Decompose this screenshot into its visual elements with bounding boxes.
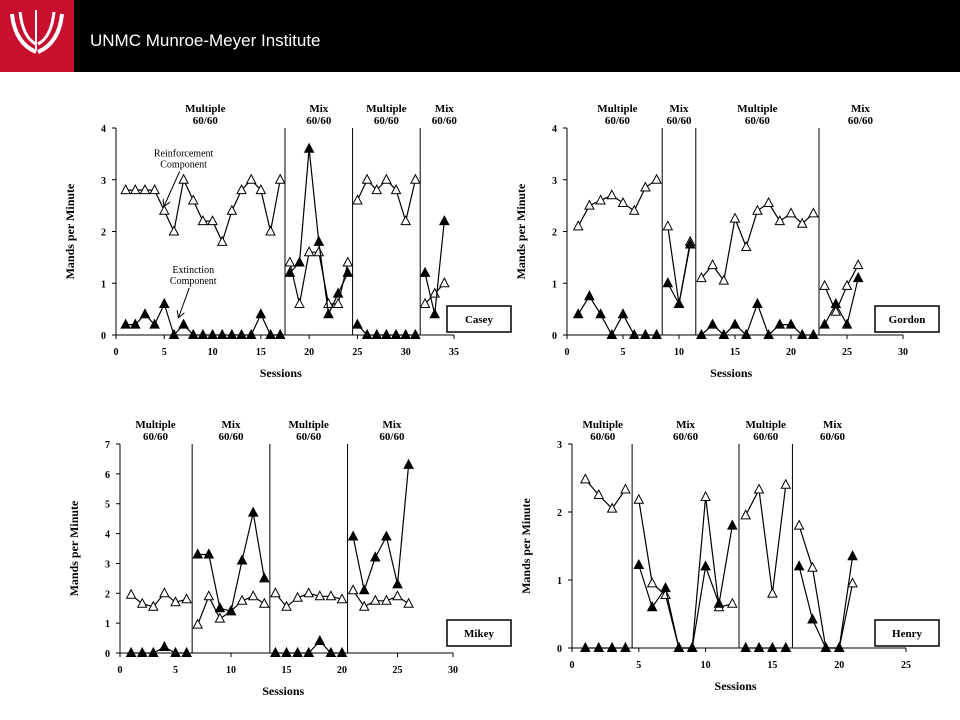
phase-label: Mix <box>823 419 842 431</box>
annotation-label: Reinforcement <box>153 148 214 160</box>
reinforcement-data-point <box>742 242 751 251</box>
extinction-series-line <box>701 304 813 335</box>
reinforcement-data-point <box>843 281 852 290</box>
reinforcement-data-point <box>652 175 661 184</box>
phase-label: Multiple <box>366 103 407 115</box>
extinction-data-point <box>440 216 449 225</box>
reinforcement-series-line <box>746 485 786 594</box>
phase-label-rate: 60/60 <box>373 115 399 127</box>
x-tick-label: 25 <box>842 347 852 358</box>
phase-label: Multiple <box>288 419 329 431</box>
reinforcement-data-point <box>121 185 130 194</box>
reinforcement-data-point <box>140 185 149 194</box>
reinforcement-data-point <box>764 198 773 207</box>
extinction-data-point <box>353 320 362 329</box>
reinforcement-series-line <box>825 265 859 312</box>
reinforcement-data-point <box>304 588 313 597</box>
extinction-data-point <box>338 648 347 657</box>
extinction-data-point <box>594 643 603 652</box>
x-tick-label: 35 <box>449 347 459 358</box>
reinforcement-series-line <box>799 526 853 648</box>
reinforcement-data-point <box>741 510 750 519</box>
phase-label: Mix <box>382 419 402 431</box>
x-tick-label: 30 <box>448 665 458 676</box>
extinction-data-point <box>204 549 213 558</box>
extinction-series-line <box>825 278 859 325</box>
extinction-data-point <box>728 521 737 530</box>
x-tick-label: 5 <box>161 347 167 358</box>
reinforcement-data-point <box>755 485 764 494</box>
reinforcement-data-point <box>854 260 863 269</box>
y-tick-label: 3 <box>557 440 562 451</box>
reinforcement-series-line <box>639 497 733 648</box>
y-axis-title: Mands per Minute <box>514 183 528 280</box>
x-tick-label: 20 <box>834 660 845 671</box>
reinforcement-series-line <box>585 479 625 508</box>
extinction-data-point <box>171 648 180 657</box>
x-tick-label: 20 <box>304 347 315 358</box>
phase-label: Mix <box>221 419 241 431</box>
extinction-data-point <box>179 320 188 329</box>
reinforcement-data-point <box>227 206 236 215</box>
phase-label-rate: 60/60 <box>306 115 332 127</box>
x-tick-label: 10 <box>700 660 711 671</box>
reinforcement-data-point <box>363 175 372 184</box>
annotation-label: Component <box>169 275 217 287</box>
phase-label: Mix <box>850 103 870 115</box>
y-tick-label: 1 <box>105 619 110 631</box>
extinction-data-point <box>634 560 643 569</box>
extinction-data-point <box>848 551 857 560</box>
extinction-data-point <box>392 330 401 339</box>
x-tick-label: 20 <box>337 665 347 676</box>
reinforcement-data-point <box>701 492 710 501</box>
x-tick-label: 10 <box>226 665 236 676</box>
extinction-data-point <box>674 643 683 652</box>
extinction-data-point <box>641 330 650 339</box>
y-tick-label: 3 <box>101 175 106 187</box>
phase-label-rate: 60/60 <box>753 431 779 443</box>
reinforcement-data-point <box>371 596 380 605</box>
chart-panel-mikey <box>67 419 511 698</box>
phase-label-rate: 60/60 <box>666 115 692 127</box>
extinction-data-point <box>608 643 617 652</box>
phase-label: Multiple <box>597 103 638 115</box>
extinction-series-line <box>578 296 656 335</box>
participant-name: Casey <box>464 314 494 326</box>
extinction-series-line <box>799 556 853 648</box>
reinforcement-data-point <box>127 590 136 599</box>
reinforcement-data-point <box>634 495 643 504</box>
extinction-series-line <box>353 465 409 590</box>
reinforcement-series-line <box>357 180 415 221</box>
x-tick-label: 30 <box>400 347 411 358</box>
phase-label: Mix <box>669 103 689 115</box>
reinforcement-data-point <box>314 247 323 256</box>
extinction-data-point <box>266 330 275 339</box>
extinction-data-point <box>843 320 852 329</box>
reinforcement-data-point <box>198 216 207 225</box>
phase-label-rate: 60/60 <box>590 431 616 443</box>
annotation-label: Component <box>160 159 207 171</box>
extinction-data-point <box>249 508 258 517</box>
extinction-data-point <box>809 330 818 339</box>
phase-label-rate: 60/60 <box>142 431 169 443</box>
reinforcement-data-point <box>619 198 628 207</box>
extinction-data-point <box>218 330 227 339</box>
x-tick-label: 0 <box>117 665 123 676</box>
reinforcement-data-point <box>663 221 672 230</box>
reinforcement-data-point <box>641 183 650 192</box>
extinction-data-point <box>619 309 628 318</box>
phase-label: Multiple <box>745 419 786 431</box>
y-tick-label: 0 <box>101 331 106 342</box>
y-tick-label: 0 <box>552 331 557 342</box>
extinction-data-point <box>314 237 323 246</box>
reinforcement-data-point <box>131 185 140 194</box>
extinction-data-point <box>775 320 784 329</box>
phase-label: Multiple <box>185 103 226 115</box>
chart-panel-gordon <box>514 103 939 380</box>
extinction-data-point <box>315 636 324 645</box>
reinforcement-data-point <box>169 227 178 236</box>
reinforcement-data-point <box>260 599 269 608</box>
extinction-data-point <box>808 614 817 623</box>
x-axis-title: Sessions <box>714 679 757 693</box>
extinction-data-point <box>630 330 639 339</box>
x-axis-title: Sessions <box>710 366 753 380</box>
x-tick-label: 0 <box>569 660 575 671</box>
extinction-data-point <box>714 599 723 608</box>
extinction-data-point <box>293 648 302 657</box>
reinforcement-data-point <box>189 195 198 204</box>
extinction-data-point <box>127 648 136 657</box>
reinforcement-data-point <box>179 175 188 184</box>
reinforcement-data-point <box>285 258 294 267</box>
x-tick-label: 15 <box>255 347 266 358</box>
reinforcement-data-point <box>731 214 740 223</box>
extinction-data-point <box>360 585 369 594</box>
reinforcement-data-point <box>401 216 410 225</box>
extinction-data-point <box>781 643 790 652</box>
phase-label-rate: 60/60 <box>431 115 457 127</box>
reinforcement-data-point <box>775 216 784 225</box>
y-tick-label: 2 <box>552 227 557 239</box>
participant-name: Henry <box>892 628 922 640</box>
reinforcement-data-point <box>266 227 275 236</box>
reinforcement-data-point <box>607 190 616 199</box>
y-tick-label: 3 <box>105 559 110 571</box>
extinction-data-point <box>404 460 413 469</box>
x-tick-label: 25 <box>392 665 403 676</box>
reinforcement-data-point <box>249 591 258 600</box>
annotation-label: Extinction <box>172 264 215 276</box>
reinforcement-data-point <box>411 175 420 184</box>
reinforcement-series-line <box>126 180 281 242</box>
extinction-data-point <box>421 268 430 277</box>
extinction-data-point <box>821 643 830 652</box>
reinforcement-data-point <box>150 185 159 194</box>
reinforcement-data-point <box>382 175 391 184</box>
reinforcement-data-point <box>215 614 224 623</box>
y-tick-label: 5 <box>105 499 110 511</box>
phase-label-rate: 60/60 <box>673 431 699 443</box>
reinforcement-data-point <box>581 474 590 483</box>
chart-panel-henry <box>519 419 939 693</box>
extinction-data-point <box>208 330 217 339</box>
extinction-data-point <box>160 299 169 308</box>
y-tick-label: 1 <box>557 576 562 587</box>
y-tick-label: 0 <box>557 644 562 655</box>
extinction-data-point <box>215 603 224 612</box>
x-tick-label: 25 <box>901 660 911 671</box>
reinforcement-data-point <box>218 237 227 246</box>
extinction-data-point <box>149 648 158 657</box>
reinforcement-data-point <box>809 208 818 217</box>
y-tick-label: 2 <box>557 508 562 519</box>
extinction-data-point <box>661 583 670 592</box>
reinforcement-data-point <box>596 195 605 204</box>
reinforcement-data-point <box>728 599 737 608</box>
y-tick-label: 7 <box>105 440 110 451</box>
extinction-data-point <box>731 320 740 329</box>
extinction-data-point <box>708 320 717 329</box>
phase-label: Mix <box>434 103 454 115</box>
extinction-data-point <box>276 330 285 339</box>
x-tick-label: 25 <box>352 347 363 358</box>
extinction-data-point <box>182 648 191 657</box>
header-title: UNMC Munroe-Meyer Institute <box>90 31 321 50</box>
extinction-data-point <box>371 552 380 561</box>
y-tick-label: 2 <box>101 227 106 239</box>
reinforcement-data-point <box>393 591 402 600</box>
x-tick-label: 15 <box>767 660 778 671</box>
reinforcement-data-point <box>271 588 280 597</box>
phase-label: Mix <box>309 103 329 115</box>
x-axis-title: Sessions <box>259 366 302 380</box>
reinforcement-data-point <box>208 216 217 225</box>
extinction-data-point <box>401 330 410 339</box>
extinction-data-point <box>574 309 583 318</box>
extinction-data-point <box>324 309 333 318</box>
phase-label-rate: 60/60 <box>744 115 770 127</box>
extinction-data-point <box>768 643 777 652</box>
x-tick-label: 5 <box>636 660 642 671</box>
y-tick-label: 4 <box>105 529 110 541</box>
reinforcement-data-point <box>820 281 829 290</box>
reinforcement-data-point <box>305 247 314 256</box>
x-tick-label: 10 <box>674 347 684 358</box>
extinction-data-point <box>256 309 265 318</box>
reinforcement-data-point <box>349 585 358 594</box>
phase-label-rate: 60/60 <box>218 431 244 443</box>
extinction-data-point <box>295 258 304 267</box>
reinforcement-data-point <box>295 299 304 308</box>
extinction-data-point <box>198 330 207 339</box>
reinforcement-data-point <box>182 594 191 603</box>
extinction-series-line <box>131 647 187 653</box>
extinction-data-point <box>121 320 130 329</box>
extinction-data-point <box>282 648 291 657</box>
extinction-data-point <box>795 561 804 570</box>
reinforcement-data-point <box>440 278 449 287</box>
extinction-data-point <box>753 299 762 308</box>
reinforcement-data-point <box>808 563 817 572</box>
extinction-data-point <box>193 549 202 558</box>
reinforcement-data-point <box>621 485 630 494</box>
phase-label-rate: 60/60 <box>604 115 630 127</box>
extinction-data-point <box>305 144 314 153</box>
extinction-data-point <box>349 532 358 541</box>
reinforcement-data-point <box>753 206 762 215</box>
y-tick-label: 6 <box>105 469 110 481</box>
reinforcement-data-point <box>768 589 777 598</box>
reinforcement-data-point <box>326 591 335 600</box>
y-tick-label: 4 <box>101 124 106 135</box>
phase-label-rate: 60/60 <box>379 431 405 443</box>
reinforcement-data-point <box>574 221 583 230</box>
extinction-data-point <box>688 643 697 652</box>
extinction-data-point <box>247 330 256 339</box>
reinforcement-data-point <box>160 588 169 597</box>
x-tick-label: 5 <box>173 665 178 676</box>
extinction-data-point <box>820 320 829 329</box>
y-axis-title: Mands per Minute <box>519 498 533 594</box>
extinction-data-point <box>237 330 246 339</box>
extinction-data-point <box>663 278 672 287</box>
y-tick-label: 3 <box>552 175 557 187</box>
extinction-data-point <box>596 309 605 318</box>
extinction-data-point <box>585 291 594 300</box>
x-tick-label: 15 <box>730 347 740 358</box>
extinction-data-point <box>701 561 710 570</box>
extinction-data-point <box>430 309 439 318</box>
extinction-data-point <box>382 532 391 541</box>
reinforcement-data-point <box>247 175 256 184</box>
extinction-data-point <box>675 299 684 308</box>
x-tick-label: 20 <box>786 347 796 358</box>
reinforcement-data-point <box>795 521 804 530</box>
phase-label-rate: 60/60 <box>847 115 873 127</box>
reinforcement-data-point <box>648 578 657 587</box>
reinforcement-data-point <box>353 195 362 204</box>
x-tick-label: 0 <box>113 347 119 358</box>
phase-label-rate: 60/60 <box>192 115 218 127</box>
y-tick-label: 1 <box>552 279 557 291</box>
phase-label: Multiple <box>737 103 778 115</box>
extinction-data-point <box>854 273 863 282</box>
extinction-data-point <box>372 330 381 339</box>
extinction-data-point <box>835 643 844 652</box>
x-tick-label: 30 <box>898 347 908 358</box>
reinforcement-data-point <box>193 620 202 629</box>
y-tick-label: 2 <box>105 589 110 601</box>
extinction-data-point <box>260 573 269 582</box>
phase-label-rate: 60/60 <box>819 431 846 443</box>
x-axis-title: Sessions <box>262 684 305 698</box>
reinforcement-data-point <box>781 480 790 489</box>
x-tick-label: 5 <box>620 347 626 358</box>
chart-panel-casey <box>63 103 511 380</box>
extinction-data-point <box>755 643 764 652</box>
x-tick-label: 10 <box>207 347 218 358</box>
reinforcement-data-point <box>160 206 169 215</box>
annotation-arrow <box>164 171 179 205</box>
extinction-data-point <box>581 643 590 652</box>
reinforcement-data-point <box>276 175 285 184</box>
extinction-data-point <box>227 330 236 339</box>
extinction-data-point <box>393 579 402 588</box>
y-tick-label: 1 <box>101 279 106 291</box>
extinction-data-point <box>271 648 280 657</box>
extinction-data-point <box>382 330 391 339</box>
extinction-data-point <box>741 643 750 652</box>
phase-label-rate: 60/60 <box>296 431 322 443</box>
reinforcement-data-point <box>585 201 594 210</box>
extinction-data-point <box>621 643 630 652</box>
annotation-arrow <box>179 288 189 317</box>
extinction-data-point <box>140 309 149 318</box>
reinforcement-data-point <box>204 591 213 600</box>
phase-label: Multiple <box>135 419 176 431</box>
y-axis-title: Mands per Minute <box>67 500 81 597</box>
extinction-data-point <box>343 268 352 277</box>
reinforcement-data-point <box>404 599 413 608</box>
extinction-data-point <box>160 642 169 651</box>
reinforcement-data-point <box>630 206 639 215</box>
participant-name: Mikey <box>464 628 494 640</box>
participant-name: Gordon <box>888 314 926 326</box>
extinction-data-point <box>238 555 247 564</box>
reinforcement-data-point <box>787 208 796 217</box>
phase-label: Multiple <box>582 419 623 431</box>
extinction-data-point <box>411 330 420 339</box>
y-axis-title: Mands per Minute <box>63 183 77 280</box>
x-tick-label: 15 <box>281 665 292 676</box>
extinction-data-point <box>652 330 661 339</box>
extinction-data-point <box>138 648 147 657</box>
y-tick-label: 0 <box>105 649 110 660</box>
reinforcement-data-point <box>343 258 352 267</box>
reinforcement-data-point <box>138 599 147 608</box>
extinction-data-point <box>787 320 796 329</box>
phase-label: Mix <box>676 419 696 431</box>
extinction-data-point <box>607 330 616 339</box>
x-tick-label: 0 <box>564 347 570 358</box>
y-tick-label: 4 <box>552 124 557 135</box>
reinforcement-data-point <box>708 260 717 269</box>
